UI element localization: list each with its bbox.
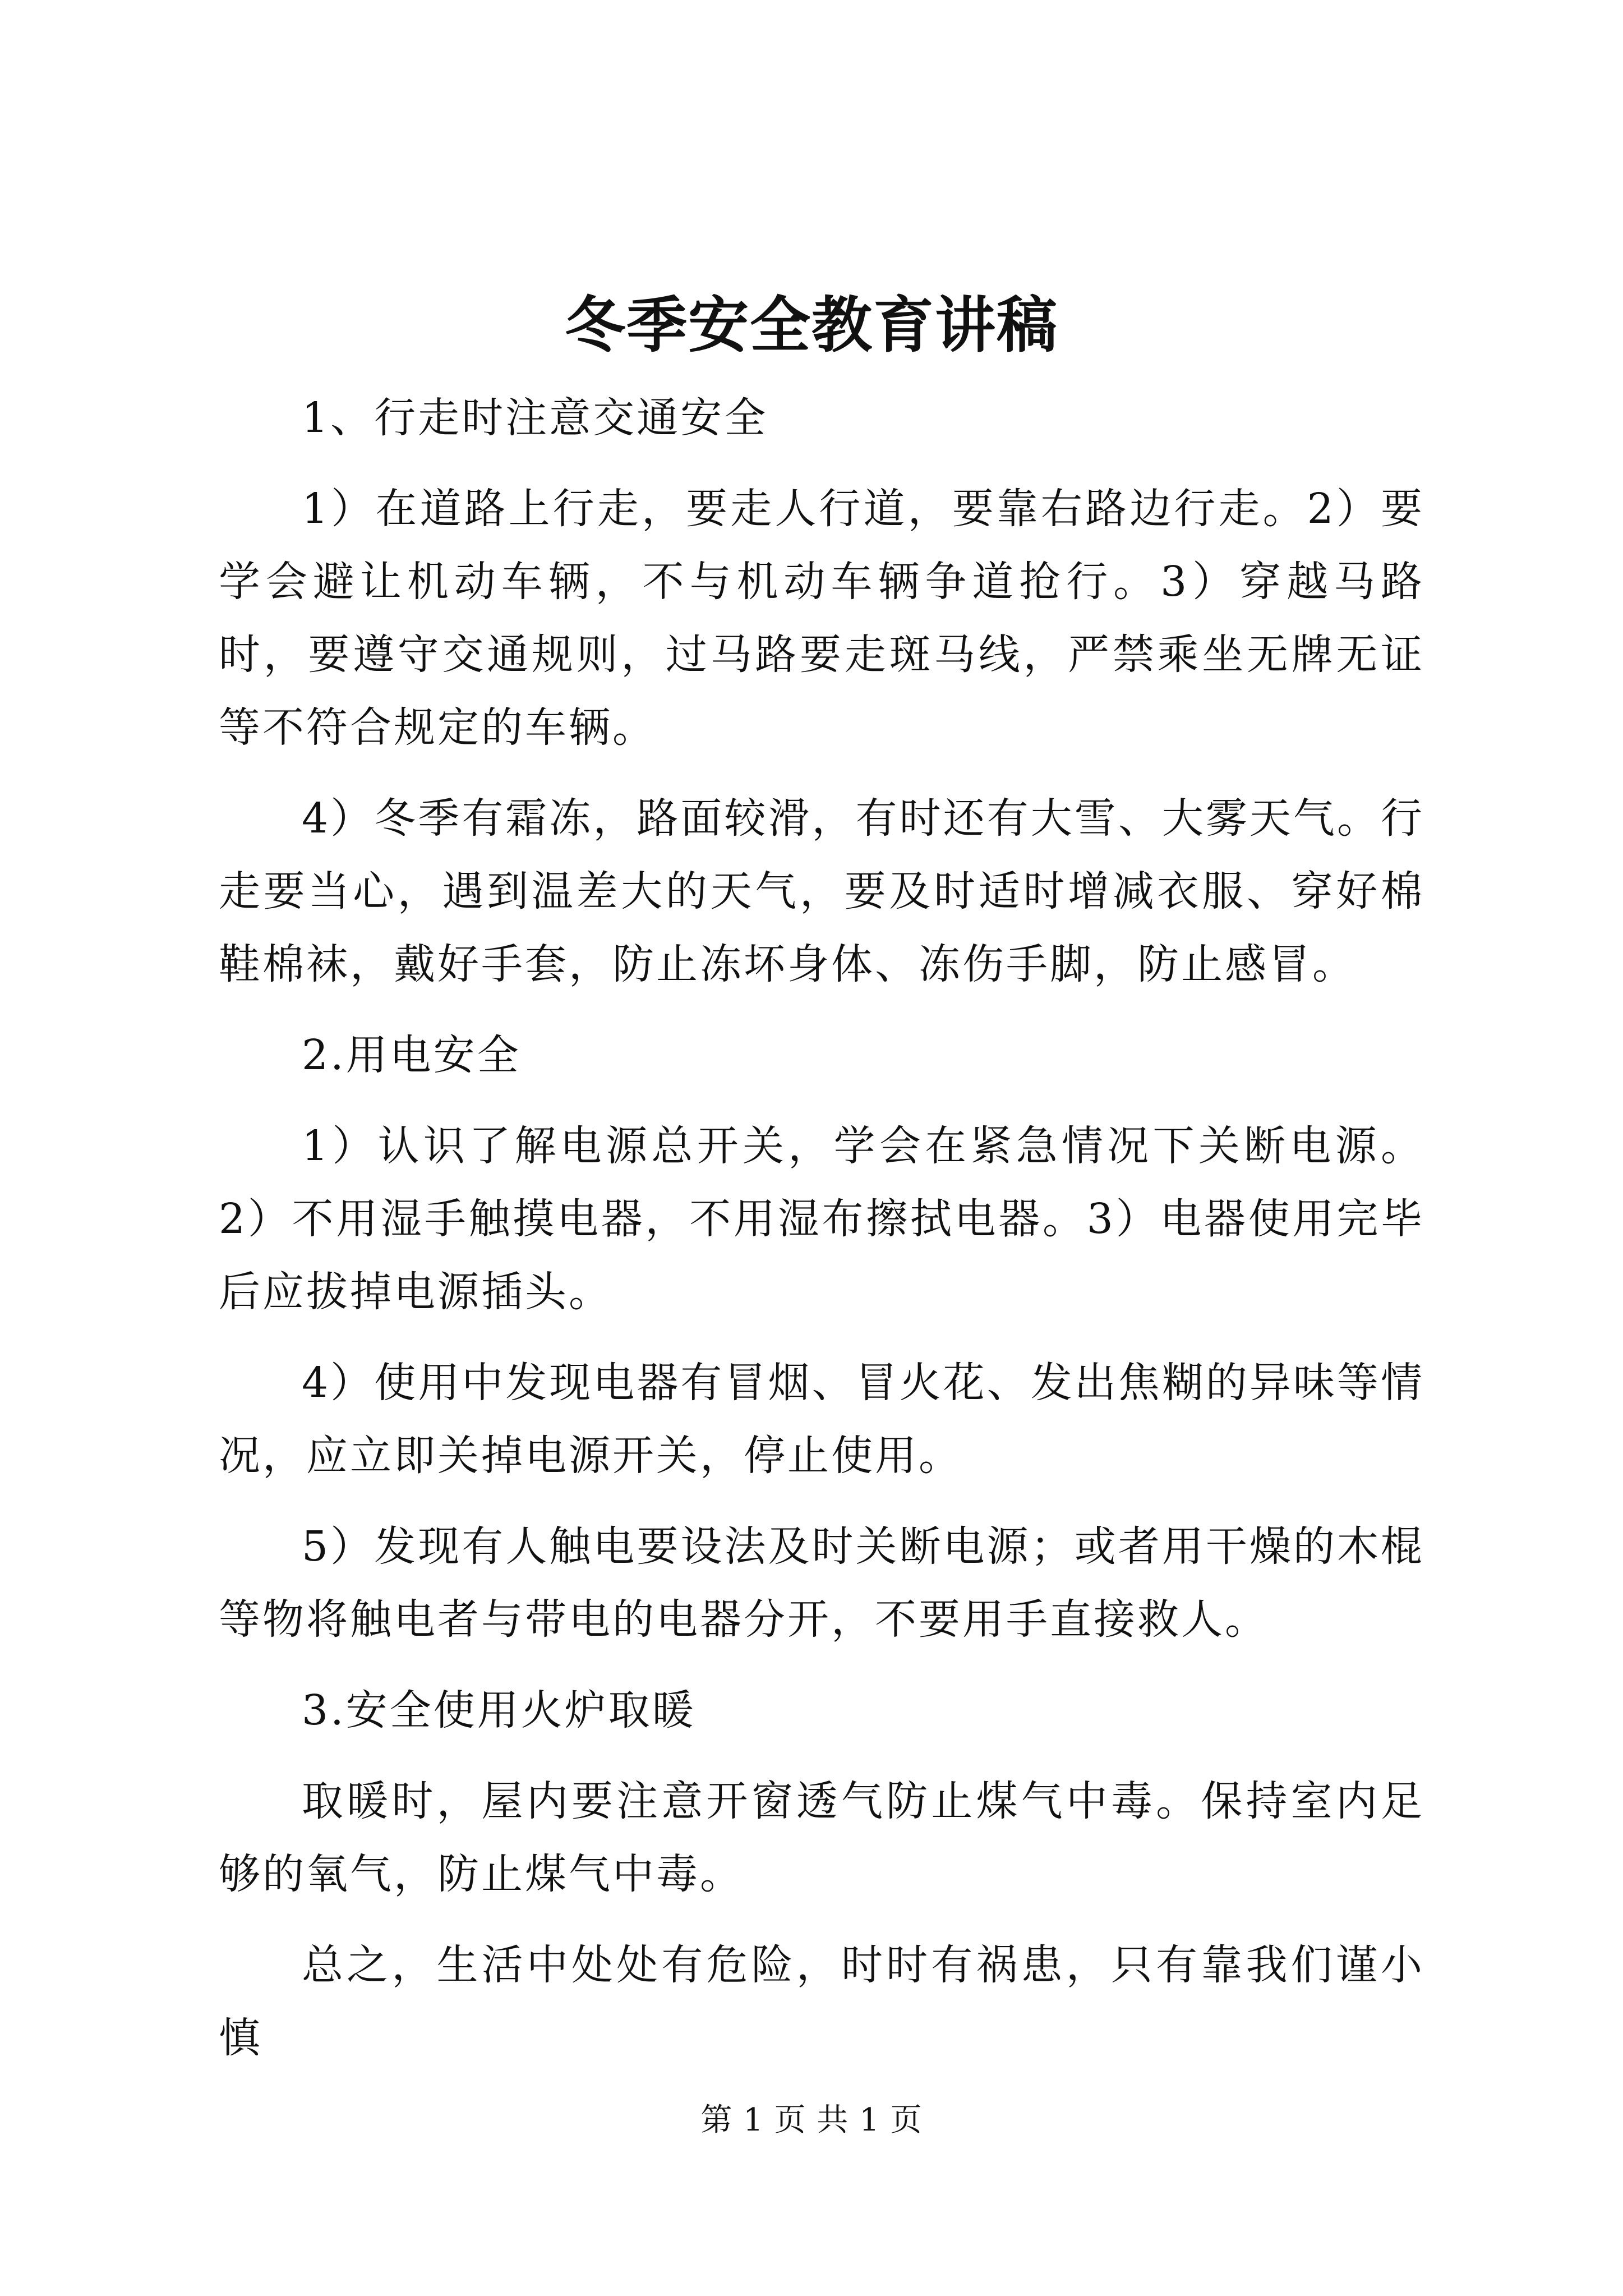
paragraph-electric-shock: 5）发现有人触电要设法及时关断电源；或者用干燥的木棍等物将触电者与带电的电器分开，不要用手直接救人。 (219, 1522, 1424, 1644)
paragraph-electricity-rules: 1）认识了解电源总开关，学会在紧急情况下关断电源。2）不用湿手触摸电器，不用湿布擦拭电器。3）电器使用完毕后应拔掉电源插头。 (219, 1122, 1424, 1316)
document-title: 冬季安全教育讲稿 (564, 290, 1058, 361)
page-footer: 第 1 页 共 1 页 (700, 2102, 923, 2138)
paragraph-heating-ventilation: 取暖时，屋内要注意开窗透气防止煤气中毒。保持室内足够的氧气，防止煤气中毒。 (219, 1777, 1424, 1898)
paragraph-conclusion: 总之，生活中处处有危险，时时有祸患，只有靠我们谨小慎 (219, 1941, 1424, 2062)
document-body (219, 381, 1424, 2074)
section-heading-heating: 3.安全使用火炉取暖 (302, 1686, 696, 1734)
section-heading-walking: 1、行走时注意交通安全 (302, 394, 768, 442)
paragraph-electricity-smoke: 4）使用中发现电器有冒烟、冒火花、发出焦糊的异味等情况，应立即关掉电源开关，停止使用。 (219, 1359, 1424, 1480)
paragraph-winter-walking: 4）冬季有霜冻，路面较滑，有时还有大雪、大雾天气。行走要当心，遇到温差大的天气，要及时适时增减衣服、穿好棉鞋棉袜，戴好手套，防止冻坏身体、冻伤手脚，防止感冒。 (219, 794, 1424, 988)
paragraph-walking-rules: 1）在道路上行走，要走人行道，要靠右路边行走。2）要学会避让机动车辆，不与机动车辆争道抢行。3）穿越马路时，要遵守交通规则，过马路要走斑马线，严禁乘坐无牌无证等不符合规定的车辆。 (219, 485, 1424, 752)
section-heading-electricity: 2.用电安全 (302, 1031, 521, 1079)
